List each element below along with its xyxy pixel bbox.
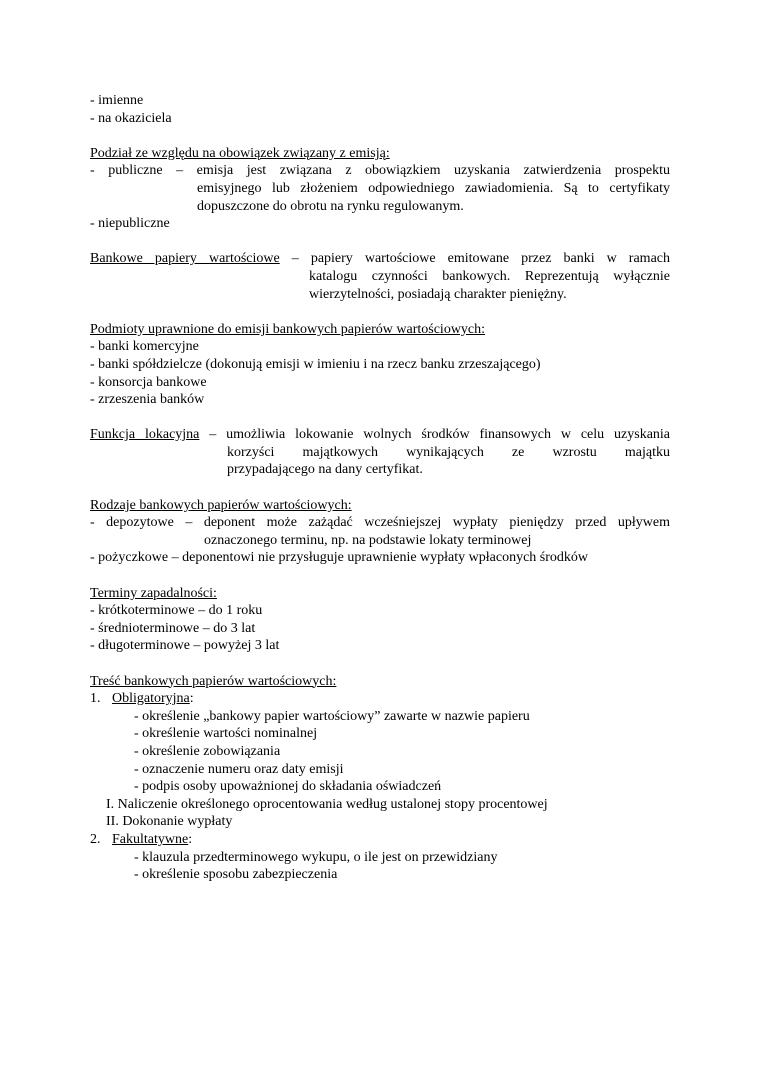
list-item: - średnioterminowe – do 3 lat [90, 620, 256, 636]
list-item: - na okaziciela [90, 110, 172, 126]
list-item: - banki spółdzielcze (dokonują emisji w imieniu i na rzecz banku zrzeszającego) [90, 356, 541, 372]
list-item: - zrzeszenia banków [90, 392, 205, 408]
list-item: - oznaczenie numeru oraz daty emisji [134, 761, 344, 777]
section-heading: Podmioty uprawnione do emisji bankowych papierów wartościowych: [90, 321, 486, 337]
paragraph-line: - depozytowe – deponent może zażądać wcześniejszej wypłaty pieniędzy przed upływem [90, 515, 670, 531]
list-item: - konsorcja bankowe [90, 374, 207, 390]
list-item: - określenie sposobu zabezpieczenia [134, 867, 338, 883]
paragraph-line: przypadającego na dany certyfikat. [227, 462, 423, 478]
section-heading: Rodzaje bankowych papierów wartościowych: [90, 497, 352, 513]
paragraph-line: katalogu czynności bankowych. Reprezentują wyłącznie [309, 268, 670, 284]
definition-line [90, 250, 670, 268]
definition-term: Funkcja lokacyjna [90, 427, 200, 443]
section-heading: Terminy zapadalności: [90, 585, 217, 601]
list-item: - podpis osoby upoważnionej do składania oświadczeń [134, 779, 442, 795]
document-page [90, 92, 670, 884]
section-heading: Podział ze względu na obowiązek związany z emisją: [90, 145, 390, 161]
definition-line [90, 426, 670, 444]
definition-text: – umożliwia lokowanie wolnych środków finansowych w celu uzyskania [199, 427, 671, 443]
list-item: - określenie „bankowy papier wartościowy” zawarte w nazwie papieru [134, 708, 530, 724]
item-label: Fakultatywne [112, 831, 189, 847]
numbered-item: 2. Fakultatywne: [90, 831, 193, 847]
roman-item: I. Naliczenie określonego oprocentowania według ustalonej stopy procentowej [106, 796, 548, 812]
list-item: - określenie zobowiązania [134, 743, 281, 759]
paragraph-line: korzyści majątkowych wynikających ze wzrostu majątku [227, 444, 670, 460]
list-item: - banki komercyjne [90, 339, 199, 355]
list-item: - niepubliczne [90, 216, 170, 232]
item-label: Obligatoryjna [112, 691, 190, 707]
list-item: - określenie wartości nominalnej [134, 726, 318, 742]
definition-text: – papiery wartościowe emitowane przez banki w ramach [279, 251, 670, 267]
list-item: - klauzula przedterminowego wykupu, o ile jest on przewidziany [134, 849, 498, 865]
list-item: - długoterminowe – powyżej 3 lat [90, 638, 280, 654]
paragraph-line: oznaczonego terminu, np. na podstawie lokaty terminowej [204, 532, 532, 548]
list-item: - krótkoterminowe – do 1 roku [90, 603, 263, 619]
definition-term: Bankowe papiery wartościowe [90, 251, 280, 267]
item-number: 2. [90, 831, 101, 847]
list-item: - imienne [90, 93, 144, 108]
section-heading: Treść bankowych papierów wartościowych: [90, 673, 337, 689]
paragraph-line: dopuszczone do obrotu na rynku regulowanym. [197, 198, 464, 214]
paragraph-line: wierzytelności, posiadają charakter pieniężny. [309, 286, 567, 302]
paragraph-line: emisyjnego lub złożeniem odpowiedniego zawiadomienia. Są to certyfikaty [197, 180, 670, 196]
list-item: - pożyczkowe – deponentowi nie przysługuje uprawnienie wypłaty wpłaconych środków [90, 550, 589, 566]
paragraph-line: - publiczne – emisja jest związana z obowiązkiem uzyskania zatwierdzenia prospektu [90, 163, 670, 179]
item-number: 1. [90, 691, 101, 707]
numbered-item: 1. Obligatoryjna: [90, 691, 194, 707]
roman-item: II. Dokonanie wypłaty [106, 814, 233, 830]
